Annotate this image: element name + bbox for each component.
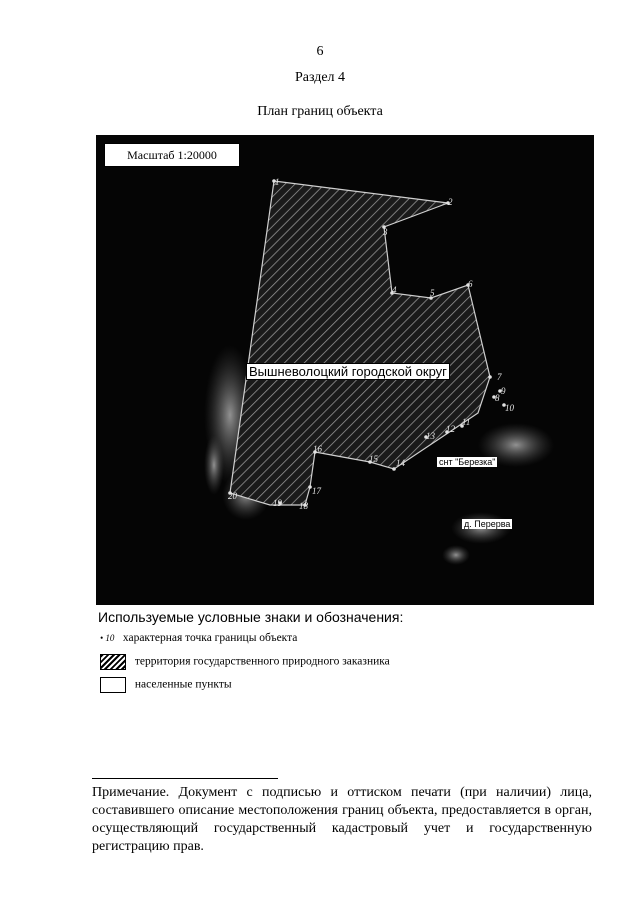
boundary-point-icon: • 10 — [100, 633, 115, 643]
point-label: 9 — [501, 386, 506, 396]
legend-item-settlement — [100, 677, 232, 693]
point-label: 3 — [383, 227, 388, 237]
point-label: 8 — [495, 393, 500, 403]
village-label: д. Перерва — [464, 519, 511, 529]
point-label: 17 — [312, 486, 321, 496]
map-scale: Масштаб 1:20000 — [104, 143, 240, 167]
point-label: 18 — [299, 501, 308, 511]
snt-label: снт "Березка" — [439, 457, 496, 467]
point-label: 14 — [396, 458, 405, 468]
legend-settlement-text: населенные пункты — [134, 678, 232, 691]
point-label: 16 — [313, 444, 322, 454]
point-label: 20 — [228, 491, 237, 501]
point-label: 15 — [369, 454, 378, 464]
point-label: 2 — [448, 197, 453, 207]
point-label: 1 — [275, 177, 280, 187]
district-label: Вышневолоцкий городской округ — [246, 363, 450, 380]
boundary-map — [96, 135, 594, 605]
point-label: 12 — [446, 424, 455, 434]
plan-title: План границ объекта — [257, 104, 383, 119]
legend-reserve-text: территория государственного природного заказника — [134, 655, 390, 668]
hatch-swatch-icon — [100, 654, 126, 670]
page-number: 6 — [316, 44, 324, 59]
legend-item-reserve — [100, 654, 390, 670]
legend-item-point — [100, 632, 297, 644]
legend-title: Используемые условные знаки и обозначения: — [98, 609, 404, 625]
point-label: 7 — [497, 372, 502, 382]
point-label: 4 — [392, 285, 397, 295]
point-label: 10 — [505, 403, 514, 413]
point-label: 13 — [426, 431, 435, 441]
legend-point-text: характерная точка границы объекта — [122, 632, 298, 644]
footnote-text: Примечание. Документ с подписью и оттиском печати (при наличии) лица, составившего описание местоположения границ объекта, предоставляется в орган, осуществляющий государственный кадастровый учет и государственную регистрацию прав. — [92, 785, 592, 854]
settlement-swatch-icon — [100, 677, 126, 693]
point-label: 19 — [273, 498, 282, 508]
point-label: 5 — [430, 288, 435, 298]
point-label: 11 — [462, 417, 471, 427]
footnote-separator — [92, 778, 278, 779]
section-title: Раздел 4 — [294, 70, 346, 85]
terrain-settlements — [442, 423, 554, 565]
point-label: 6 — [468, 279, 473, 289]
